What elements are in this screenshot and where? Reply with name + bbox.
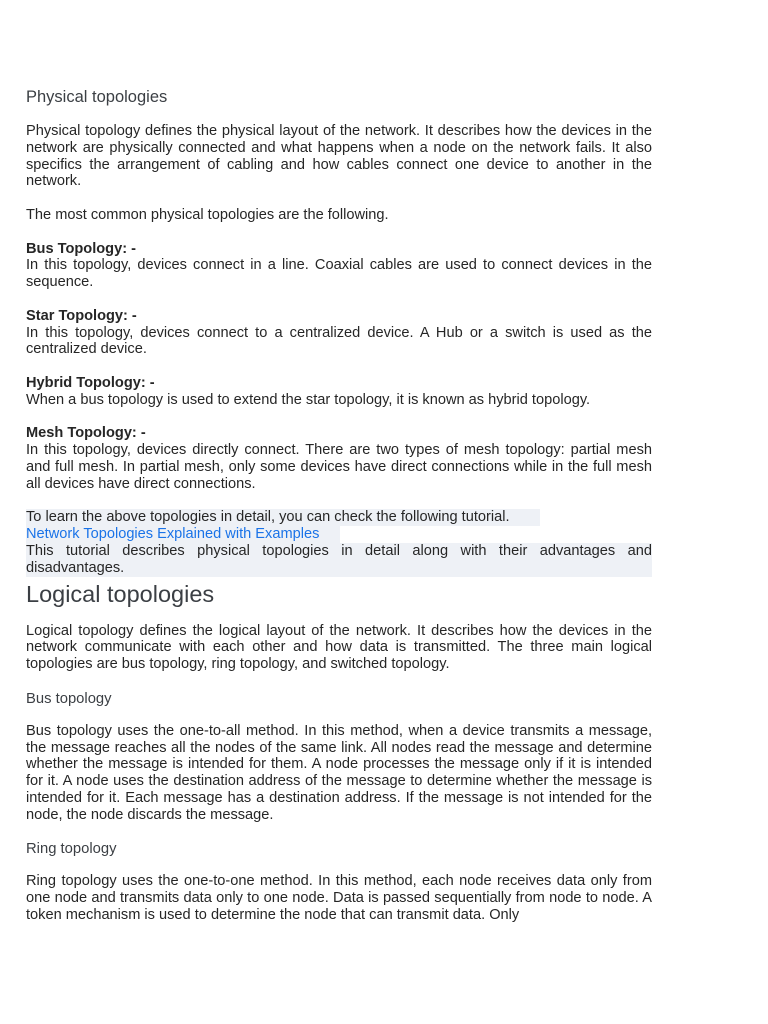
star-topology-term: Star Topology: - bbox=[26, 307, 137, 324]
subheading-ring-topology: Ring topology bbox=[26, 841, 117, 858]
bus-topology-item bbox=[26, 241, 652, 291]
star-topology-desc: In this topology, devices connect to a centralized device. A Hub or a switch is used as the centralized device. bbox=[26, 324, 652, 358]
mesh-topology-term: Mesh Topology: - bbox=[26, 425, 146, 442]
subheading-bus-topology: Bus topology bbox=[26, 690, 112, 707]
section-heading-physical: Physical topologies bbox=[26, 88, 168, 106]
bus-topology-term: Bus Topology: - bbox=[26, 240, 136, 257]
document-page bbox=[26, 87, 652, 940]
logical-intro: Logical topology defines the logical layout of the network. It describes how the devices in the network communicate with each other and how data is transmitted. The three main logical topologies are bus topology, ring topology, and switched topology. bbox=[26, 622, 652, 673]
physical-common: The most common physical topologies are the following. bbox=[26, 206, 389, 223]
logical-ring-text: Ring topology uses the one-to-one method. In this method, each node receives data only from one node and transmits data only to one node. Data is passed sequentially from node to node. A token mechanism is used to determine the node that can transmit data. Only bbox=[26, 873, 652, 923]
mesh-topology-item bbox=[26, 425, 652, 492]
logical-bus-text: Bus topology uses the one-to-all method. In this method, when a device transmits a message, the message reaches all the nodes of the same link. All nodes read the message and determine whether the message is intended for them. A node processes the message only if it is intended for it. A node uses the destination address of the message to determine whether the message is intended for it. Each message has a destination address. If the message is not intended for the node, the node discards the message. bbox=[26, 722, 652, 823]
hybrid-topology-desc: When a bus topology is used to extend the star topology, it is known as hybrid topology. bbox=[26, 391, 591, 408]
tutorial-learn-text: To learn the above topologies in detail, you can check the following tutorial. bbox=[26, 509, 540, 526]
mesh-topology-desc: In this topology, devices directly connect. There are two types of mesh topology: partial mesh and full mesh. In partial mesh, only some devices have direct connections while in the full mesh all devices have direct connections. bbox=[26, 442, 652, 492]
star-topology-item bbox=[26, 308, 652, 358]
section-heading-logical: Logical topologies bbox=[26, 580, 215, 607]
hybrid-topology-term: Hybrid Topology: - bbox=[26, 374, 155, 391]
bus-topology-desc: In this topology, devices connect in a line. Coaxial cables are used to connect devices in the sequence. bbox=[26, 257, 652, 291]
hybrid-topology-item bbox=[26, 375, 652, 409]
physical-intro: Physical topology defines the physical layout of the network. It describes how the devices in the network are physically connected and what happens when a node on the network fails. It also specifics the arrangement of cabling and how cables connect one device to another in the network. bbox=[26, 123, 652, 190]
tutorial-callout bbox=[26, 509, 652, 576]
tutorial-link-desc: This tutorial describes physical topologies in detail along with their advantages and disadvantages. bbox=[26, 542, 652, 576]
tutorial-link[interactable]: Network Topologies Explained with Examples bbox=[26, 526, 340, 543]
